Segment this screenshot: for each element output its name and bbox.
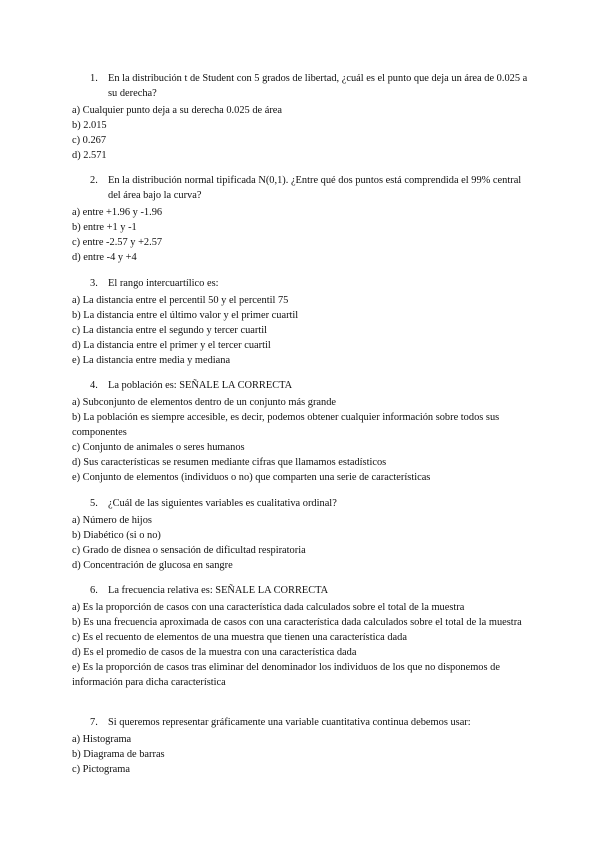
option-list: [72, 205, 528, 265]
option-a: a) entre +1.96 y -1.96: [72, 207, 163, 218]
option-list: [72, 732, 528, 777]
question-stem: [72, 378, 528, 393]
option-d: d) entre -4 y +4: [72, 252, 137, 263]
option-c: c) Grado de disnea o sensación de dificultad respiratoria: [72, 545, 306, 556]
option-e: e) La distancia entre media y mediana: [72, 355, 231, 366]
option-a: a) La distancia entre el percentil 50 y el percentil 75: [72, 295, 289, 306]
question-stem: [72, 715, 528, 730]
question-text: ¿Cuál de las siguientes variables es cualitativa ordinal?: [108, 498, 337, 509]
question-5: [72, 496, 528, 573]
option-c: c) 0.267: [72, 135, 107, 146]
option-c: c) La distancia entre el segundo y tercer cuartil: [72, 325, 268, 336]
question-stem: [72, 276, 528, 291]
question-number: 2.: [90, 175, 98, 186]
option-c: c) entre -2.57 y +2.57: [72, 237, 163, 248]
question-number: 5.: [90, 498, 98, 509]
option-b: b) La distancia entre el último valor y el primer cuartil: [72, 310, 299, 321]
option-a: a) Subconjunto de elementos dentro de un conjunto más grande: [72, 397, 337, 408]
question-stem: [72, 173, 528, 203]
question-text: Si queremos representar gráficamente una variable cuantitativa continua debemos usar:: [108, 717, 471, 728]
option-e: e) Conjunto de elementos (individuos o no) que comparten una serie de características: [72, 472, 431, 483]
question-text: La frecuencia relativa es: SEÑALE LA CORRECTA: [108, 585, 329, 596]
question-1: [72, 71, 528, 163]
option-d: d) La distancia entre el primer y el tercer cuartil: [72, 340, 271, 351]
question-number: 7.: [90, 717, 98, 728]
option-a: a) Cualquier punto deja a su derecha 0.025 de área: [72, 105, 283, 116]
question-stem: [72, 496, 528, 511]
question-3: [72, 276, 528, 368]
option-a: a) Es la proporción de casos con una característica dada calculados sobre el total de la muestra: [72, 602, 465, 613]
option-c: c) Conjunto de animales o seres humanos: [72, 442, 245, 453]
option-list: [72, 600, 528, 690]
question-7: [72, 715, 528, 777]
option-b: b) La población es siempre accesible, es decir, podemos obtener cualquier información sobre todos sus componentes: [72, 412, 500, 438]
option-d: d) 2.571: [72, 150, 107, 161]
option-e: e) Es la proporción de casos tras eliminar del denominador los individuos de los que no disponemos de información para dicha característica: [72, 662, 500, 688]
question-text: La población es: SEÑALE LA CORRECTA: [108, 380, 293, 391]
option-a: a) Histograma: [72, 734, 132, 745]
question-6: [72, 583, 528, 690]
question-text: En la distribución normal tipificada N(0,1). ¿Entre qué dos puntos está comprendida el 99% central del área bajo la curva?: [108, 175, 522, 201]
question-number: 3.: [90, 278, 98, 289]
option-d: d) Concentración de glucosa en sangre: [72, 560, 233, 571]
option-list: [72, 395, 528, 485]
option-list: [72, 513, 528, 573]
option-list: [72, 293, 528, 368]
option-b: b) Diagrama de barras: [72, 749, 165, 760]
option-b: b) Es una frecuencia aproximada de casos con una característica dada calculados sobre el total de la muestra: [72, 617, 522, 628]
option-d: d) Sus características se resumen mediante cifras que llamamos estadísticos: [72, 457, 387, 468]
question-number: 6.: [90, 585, 98, 596]
question-stem: [72, 583, 528, 598]
option-b: b) Diabético (si o no): [72, 530, 161, 541]
option-c: c) Pictograma: [72, 764, 130, 775]
question-text: El rango intercuartílico es:: [108, 278, 219, 289]
question-number: 4.: [90, 380, 98, 391]
option-a: a) Número de hijos: [72, 515, 152, 526]
question-stem: [72, 71, 528, 101]
option-list: [72, 103, 528, 163]
option-d: d) Es el promedio de casos de la muestra con una característica dada: [72, 647, 357, 658]
option-c: c) Es el recuento de elementos de una muestra que tienen una característica dada: [72, 632, 407, 643]
question-4: [72, 378, 528, 485]
question-2: [72, 173, 528, 265]
option-b: b) entre +1 y -1: [72, 222, 137, 233]
question-number: 1.: [90, 73, 98, 84]
option-b: b) 2.015: [72, 120, 107, 131]
question-text: En la distribución t de Student con 5 grados de libertad, ¿cuál es el punto que deja un área de 0.025 a su derecha?: [108, 73, 528, 99]
